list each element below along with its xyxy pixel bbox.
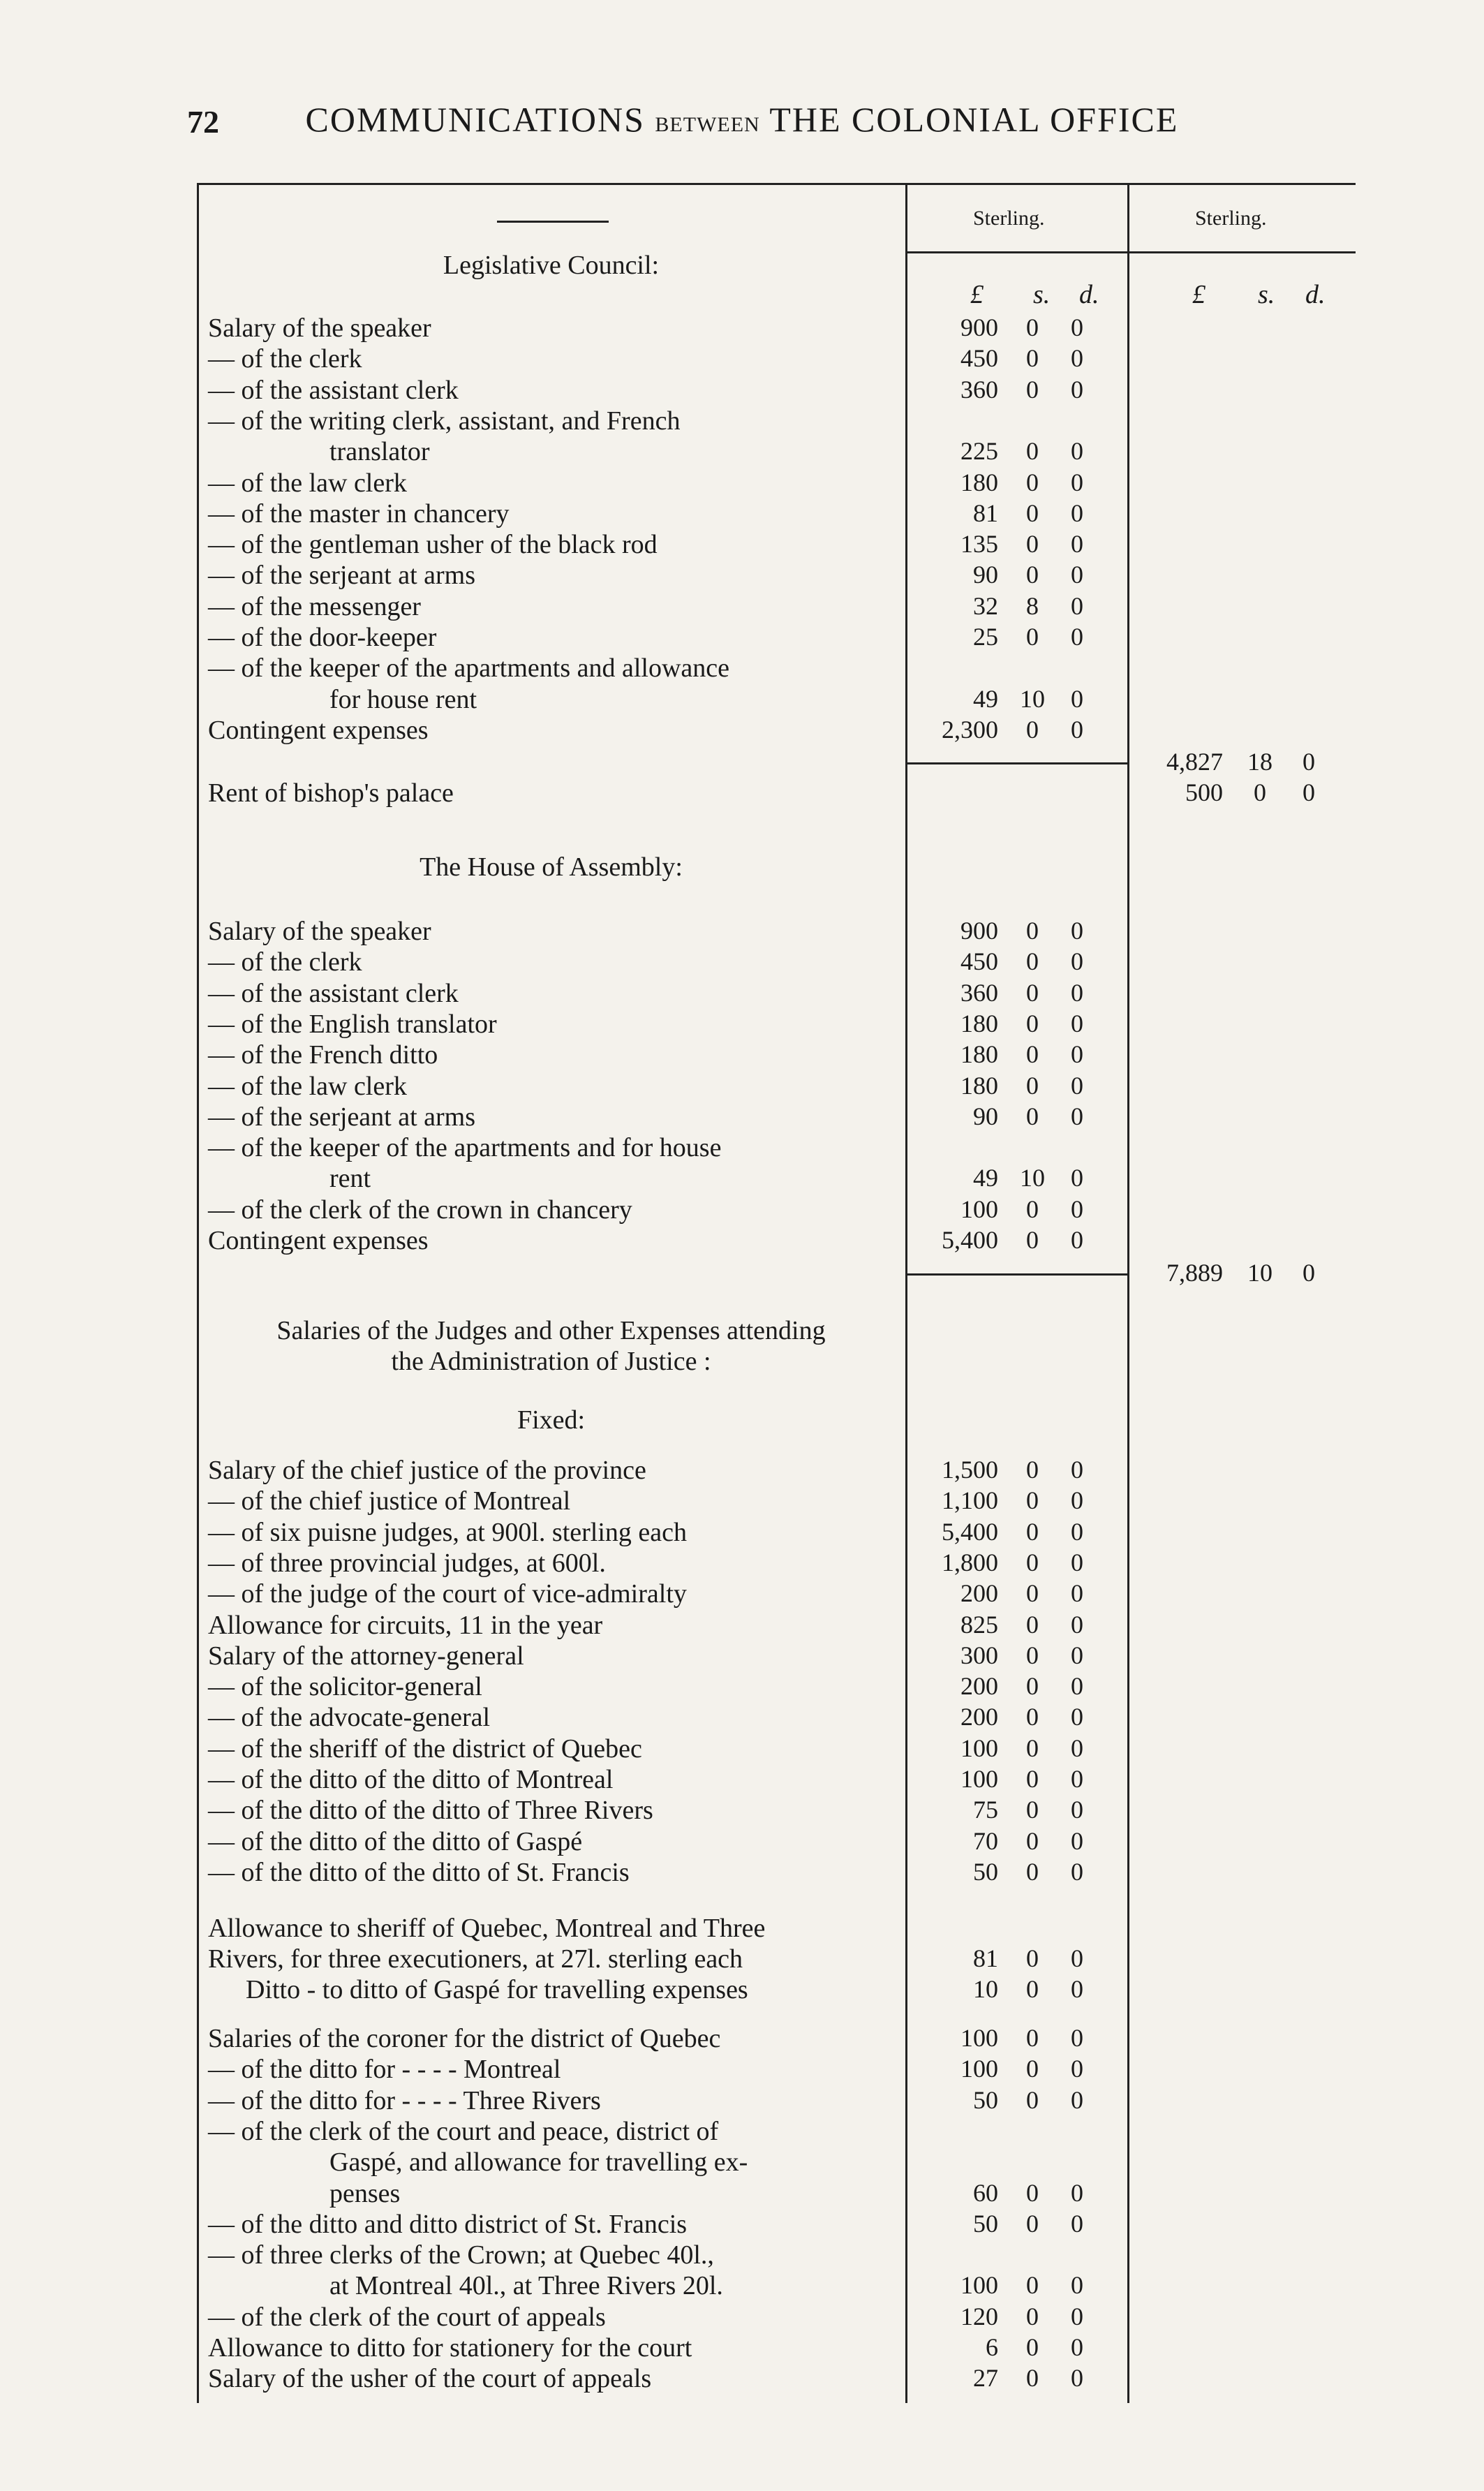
amount-shillings: 0: [1026, 1195, 1039, 1223]
amount-pounds: 81: [973, 1944, 998, 1972]
house-of-assembly-title: The House of Assembly:: [420, 852, 683, 882]
amount-shillings: 0: [1026, 1765, 1039, 1793]
amount-pounds: 2,300: [942, 715, 998, 744]
justice-row-label: Salary of the attorney-general: [208, 1641, 524, 1671]
amount-shillings: 0: [1026, 375, 1039, 404]
amount-pounds: 900: [960, 313, 998, 341]
amount-shillings: 0: [1026, 2271, 1039, 2300]
amount-pounds: 90: [973, 1102, 998, 1130]
amount-pounds: 49: [973, 1164, 998, 1192]
amount-shillings: 0: [1026, 715, 1039, 744]
amount-shillings: 0: [1026, 1486, 1039, 1515]
amount-shillings: 0: [1026, 1734, 1039, 1762]
amount-pounds: 81: [973, 498, 998, 527]
legislative-council-rule: [905, 762, 1127, 764]
justice-row-label: — of three provincial judges, at 600l.: [208, 1548, 606, 1578]
amount-pounds: 300: [960, 1641, 998, 1669]
amount-shillings: 10: [1020, 684, 1045, 713]
amount-pounds: 180: [960, 1009, 998, 1037]
amount-pence: 0: [1071, 1944, 1083, 1972]
legislative-council-row-label: — of the master in chancery: [208, 498, 510, 528]
amount-pence: 0: [1071, 1195, 1083, 1223]
amount-shillings: 0: [1026, 530, 1039, 559]
amount-shillings: 0: [1026, 2024, 1039, 2052]
amount-shillings: 0: [1026, 1857, 1039, 1886]
shillings-header: s.: [1033, 280, 1051, 309]
justice-second-row-label: — of the ditto for - - - - Montreal: [208, 2055, 561, 2085]
amount-pounds: 450: [960, 947, 998, 976]
amount-pence: 0: [1071, 530, 1083, 559]
amount-shillings: 0: [1026, 947, 1039, 976]
justice-second-row-label: — of the ditto for - - - - Three Rivers: [208, 2085, 601, 2115]
amount-shillings: 8: [1026, 591, 1039, 620]
legislative-council-row-label: translator: [329, 437, 430, 467]
total-column-rule: [1127, 183, 1129, 2403]
amount-pounds: 180: [960, 1040, 998, 1069]
amount-shillings: 0: [1026, 2178, 1039, 2207]
amount-pounds: 180: [960, 1071, 998, 1100]
amount-pence: 0: [1071, 591, 1083, 620]
amount-pence: 0: [1071, 561, 1083, 589]
amount-pence: 0: [1071, 917, 1083, 945]
amount-pence: 0: [1071, 1641, 1083, 1669]
justice-second-row-label: Gaspé, and allowance for travelling ex-: [329, 2148, 748, 2178]
amount-pence: 0: [1071, 2085, 1083, 2114]
amount-shillings: 0: [1026, 1796, 1039, 1824]
amount-shillings: 0: [1254, 778, 1266, 806]
amount-pounds: 200: [960, 1703, 998, 1731]
header-rule: [905, 251, 1356, 253]
amount-pence: 0: [1071, 2055, 1083, 2083]
house-of-assembly-row-label: rent: [329, 1164, 371, 1194]
amount-pounds: 60: [973, 2178, 998, 2207]
amount-shillings: 0: [1026, 1009, 1039, 1037]
legislative-council-title: Legislative Council:: [443, 251, 660, 280]
legislative-council-row-label: — of the door-keeper: [208, 623, 437, 652]
amount-pounds: 100: [960, 1195, 998, 1223]
amount-shillings: 0: [1026, 313, 1039, 341]
amount-pence: 0: [1071, 1610, 1083, 1639]
amount-pounds: 70: [973, 1826, 998, 1855]
amount-pence: 0: [1071, 1517, 1083, 1546]
house-of-assembly-row-label: Salary of the speaker: [208, 917, 431, 946]
amount-pounds: 200: [960, 1579, 998, 1608]
amount-pounds: 100: [960, 2055, 998, 2083]
amount-pounds: 100: [960, 1734, 998, 1762]
amount-pounds: 1,800: [942, 1548, 998, 1576]
amount-pence: 0: [1303, 1259, 1315, 1287]
amount-pence: 0: [1071, 2024, 1083, 2052]
legislative-council-row-label: Salary of the speaker: [208, 313, 431, 343]
amount-pence: 0: [1071, 1456, 1083, 1484]
amount-shillings: 0: [1026, 1456, 1039, 1484]
amount-pence: 0: [1071, 1164, 1083, 1192]
justice-row-label: — of the sheriff of the district of Quebec: [208, 1734, 642, 1764]
pounds-header-2: £: [1192, 280, 1205, 309]
justice-second-row-label: — of the clerk of the court and peace, district of: [208, 2116, 719, 2146]
amount-pounds: 500: [1185, 778, 1223, 806]
legislative-council-row-label: — of the assistant clerk: [208, 375, 459, 405]
amount-pence: 0: [1071, 375, 1083, 404]
amount-pence: 0: [1071, 1734, 1083, 1762]
amount-pence: 0: [1071, 947, 1083, 976]
legislative-council-row-label: — of the keeper of the apartments and allowance: [208, 653, 730, 683]
executioners-line1: Allowance to sheriff of Quebec, Montreal and Three: [208, 1914, 766, 1943]
amount-shillings: 0: [1026, 1102, 1039, 1130]
amount-pence: 0: [1071, 344, 1083, 373]
amount-pounds: 32: [973, 591, 998, 620]
bishops-palace-label: Rent of bishop's palace: [208, 778, 454, 808]
amount-pounds: 50: [973, 2085, 998, 2114]
amount-pence: 0: [1071, 2333, 1083, 2361]
amount-pounds: 1,500: [942, 1456, 998, 1484]
justice-second-row-label: penses: [329, 2178, 401, 2208]
amount-pounds: 90: [973, 561, 998, 589]
amount-pounds: 135: [960, 530, 998, 559]
amount-pence: 0: [1303, 778, 1315, 806]
amount-shillings: 0: [1026, 1975, 1039, 2003]
justice-row-label: — of six puisne judges, at 900l. sterling each: [208, 1517, 687, 1547]
amount-pounds: 120: [960, 2302, 998, 2330]
amount-shillings: 10: [1247, 1259, 1272, 1287]
legislative-council-row-label: — of the writing clerk, assistant, and French: [208, 406, 681, 436]
fixed-subtitle: Fixed:: [517, 1405, 586, 1435]
running-head-part3: THE COLONIAL OFFICE: [769, 100, 1179, 139]
amount-pence: 0: [1071, 1975, 1083, 2003]
house-of-assembly-row-label: — of the serjeant at arms: [208, 1102, 476, 1132]
amount-shillings: 0: [1026, 1826, 1039, 1855]
amount-pounds: 225: [960, 437, 998, 466]
house-of-assembly-row-label: — of the clerk: [208, 947, 362, 977]
amount-pence: 0: [1071, 1486, 1083, 1515]
amount-pence: 0: [1071, 2364, 1083, 2393]
running-head: [0, 99, 1484, 140]
justice-row-label: — of the ditto of the ditto of St. Francis: [208, 1857, 630, 1887]
amount-shillings: 0: [1026, 917, 1039, 945]
house-of-assembly-row-label: — of the French ditto: [208, 1040, 438, 1070]
amount-pence: 0: [1071, 2302, 1083, 2330]
table-top-rule: [197, 183, 1356, 185]
amount-pounds: 825: [960, 1610, 998, 1639]
justice-row-label: — of the solicitor-general: [208, 1672, 482, 1702]
amount-pounds: 5,400: [942, 1226, 998, 1254]
amount-shillings: 0: [1026, 2302, 1039, 2330]
amount-pounds: 100: [960, 1765, 998, 1793]
amount-pence: 0: [1071, 1102, 1083, 1130]
amount-pence: 0: [1071, 1009, 1083, 1037]
amount-pounds: 25: [973, 623, 998, 651]
amount-shillings: 0: [1026, 468, 1039, 496]
table-left-rule: [197, 183, 199, 2403]
amount-pounds: 1,100: [942, 1486, 998, 1515]
justice-second-row-label: — of the ditto and ditto district of St. Francis: [208, 2209, 688, 2239]
amount-pence: 0: [1071, 1548, 1083, 1576]
amount-pence: 0: [1071, 498, 1083, 527]
amount-pounds: 75: [973, 1796, 998, 1824]
page-number: 72: [187, 104, 219, 140]
amount-pence: 0: [1071, 1040, 1083, 1069]
amount-pounds: 360: [960, 978, 998, 1007]
amount-shillings: 0: [1026, 978, 1039, 1007]
amount-pence: 0: [1071, 715, 1083, 744]
justice-row-label: — of the ditto of the ditto of Gaspé: [208, 1826, 583, 1856]
amount-pounds: 100: [960, 2024, 998, 2052]
amount-pounds: 5,400: [942, 1517, 998, 1546]
justice-second-row-label: at Montreal 40l., at Three Rivers 20l.: [329, 2271, 723, 2301]
amount-shillings: 0: [1026, 1040, 1039, 1069]
amount-pounds: 180: [960, 468, 998, 496]
amount-shillings: 0: [1026, 1071, 1039, 1100]
house-of-assembly-row-label: — of the English translator: [208, 1009, 497, 1039]
amount-pence: 0: [1071, 978, 1083, 1007]
amount-pence: 0: [1071, 1071, 1083, 1100]
sterling-header-1: Sterling.: [973, 207, 1045, 230]
justice-second-row-label: Allowance to ditto for stationery for the court: [208, 2333, 692, 2363]
amount-shillings: 0: [1026, 2333, 1039, 2361]
shillings-header-2: s.: [1258, 280, 1275, 309]
amount-pence: 0: [1071, 2271, 1083, 2300]
amount-pence: 0: [1071, 623, 1083, 651]
pence-header: d.: [1079, 280, 1099, 309]
amount-shillings: 0: [1026, 1703, 1039, 1731]
amount-pounds: 6: [986, 2333, 998, 2361]
executioners-line2: Rivers, for three executioners, at 27l. sterling each: [208, 1944, 743, 1974]
justice-row-label: — of the judge of the court of vice-admiralty: [208, 1579, 687, 1609]
header-dash: [497, 221, 609, 223]
amount-shillings: 0: [1026, 498, 1039, 527]
amount-shillings: 18: [1247, 748, 1272, 776]
amount-pence: 0: [1071, 1226, 1083, 1254]
amount-pence: 0: [1071, 2178, 1083, 2207]
amount-pence: 0: [1071, 1579, 1083, 1608]
amount-pence: 0: [1071, 2209, 1083, 2238]
legislative-council-row-label: — of the law clerk: [208, 468, 407, 498]
justice-second-row-label: — of three clerks of the Crown; at Quebec 40l.,: [208, 2240, 714, 2270]
justice-row-label: — of the ditto of the ditto of Montreal: [208, 1765, 614, 1794]
house-of-assembly-row-label: — of the keeper of the apartments and for house: [208, 1133, 722, 1163]
amount-pounds: 100: [960, 2271, 998, 2300]
amount-pounds: 50: [973, 2209, 998, 2238]
amount-shillings: 10: [1020, 1164, 1045, 1192]
justice-row-label: — of the advocate-general: [208, 1703, 491, 1733]
amount-shillings: 0: [1026, 344, 1039, 373]
amount-shillings: 0: [1026, 437, 1039, 466]
pounds-header: £: [970, 280, 984, 309]
amount-shillings: 0: [1026, 1944, 1039, 1972]
justice-second-row-label: Salary of the usher of the court of appeals: [208, 2364, 652, 2394]
house-of-assembly-rule: [905, 1273, 1127, 1276]
amount-pence: 0: [1071, 1857, 1083, 1886]
amount-pence: 0: [1071, 313, 1083, 341]
justice-title-line1: Salaries of the Judges and other Expenses attending: [276, 1316, 826, 1345]
justice-second-row-label: — of the clerk of the court of appeals: [208, 2302, 606, 2332]
amount-shillings: 0: [1026, 1517, 1039, 1546]
amount-pounds: 27: [973, 2364, 998, 2393]
amount-shillings: 0: [1026, 1548, 1039, 1576]
expense-table: [197, 183, 1356, 2403]
amount-pounds: 200: [960, 1672, 998, 1701]
amount-pounds: 50: [973, 1857, 998, 1886]
amount-shillings: 0: [1026, 1641, 1039, 1669]
amount-pounds: 900: [960, 917, 998, 945]
amount-pence: 0: [1071, 1826, 1083, 1855]
amount-pence: 0: [1071, 437, 1083, 466]
amount-pounds: 4,827: [1166, 748, 1223, 776]
legislative-council-row-label: — of the gentleman usher of the black rod: [208, 530, 658, 560]
amount-shillings: 0: [1026, 2209, 1039, 2238]
amount-shillings: 0: [1026, 1579, 1039, 1608]
justice-second-row-label: Salaries of the coroner for the district of Quebec: [208, 2024, 721, 2053]
justice-row-label: — of the ditto of the ditto of Three Rivers: [208, 1796, 653, 1826]
amount-pence: 0: [1303, 748, 1315, 776]
amount-shillings: 0: [1026, 561, 1039, 589]
amount-shillings: 0: [1026, 623, 1039, 651]
legislative-council-row-label: — of the clerk: [208, 344, 362, 374]
amount-pounds: 10: [973, 1975, 998, 2003]
legislative-council-row-label: — of the messenger: [208, 591, 421, 621]
running-head-part1: COMMUNICATIONS: [305, 100, 645, 139]
sterling-header-2: Sterling.: [1195, 207, 1267, 230]
justice-title-line2: the Administration of Justice :: [391, 1347, 711, 1376]
legislative-council-row-label: for house rent: [329, 684, 477, 714]
amount-pence: 0: [1071, 468, 1083, 496]
house-of-assembly-row-label: — of the assistant clerk: [208, 978, 459, 1008]
justice-row-label: Allowance for circuits, 11 in the year: [208, 1610, 603, 1640]
pence-header-2: d.: [1305, 280, 1326, 309]
gaspe-travel-label: Ditto - to ditto of Gaspé for travelling expenses: [246, 1975, 748, 2004]
justice-row-label: Salary of the chief justice of the province: [208, 1456, 646, 1485]
amount-pounds: 7,889: [1166, 1259, 1223, 1287]
amount-pounds: 450: [960, 344, 998, 373]
amount-shillings: 0: [1026, 2364, 1039, 2393]
house-of-assembly-row-label: — of the clerk of the crown in chancery: [208, 1195, 632, 1225]
amount-pence: 0: [1071, 1703, 1083, 1731]
running-head-part2: BETWEEN: [655, 113, 760, 136]
house-of-assembly-row-label: — of the law clerk: [208, 1071, 407, 1101]
amount-shillings: 0: [1026, 2055, 1039, 2083]
amount-shillings: 0: [1026, 1610, 1039, 1639]
legislative-council-row-label: Contingent expenses: [208, 715, 429, 745]
amount-shillings: 0: [1026, 1226, 1039, 1254]
amount-pence: 0: [1071, 1765, 1083, 1793]
amount-shillings: 0: [1026, 1672, 1039, 1701]
amount-pounds: 360: [960, 375, 998, 404]
justice-row-label: — of the chief justice of Montreal: [208, 1486, 571, 1516]
house-of-assembly-row-label: Contingent expenses: [208, 1226, 429, 1255]
amount-pounds: 49: [973, 684, 998, 713]
legislative-council-row-label: — of the serjeant at arms: [208, 561, 476, 591]
amount-shillings: 0: [1026, 2085, 1039, 2114]
amount-pence: 0: [1071, 1672, 1083, 1701]
amount-pence: 0: [1071, 1796, 1083, 1824]
amount-pence: 0: [1071, 684, 1083, 713]
